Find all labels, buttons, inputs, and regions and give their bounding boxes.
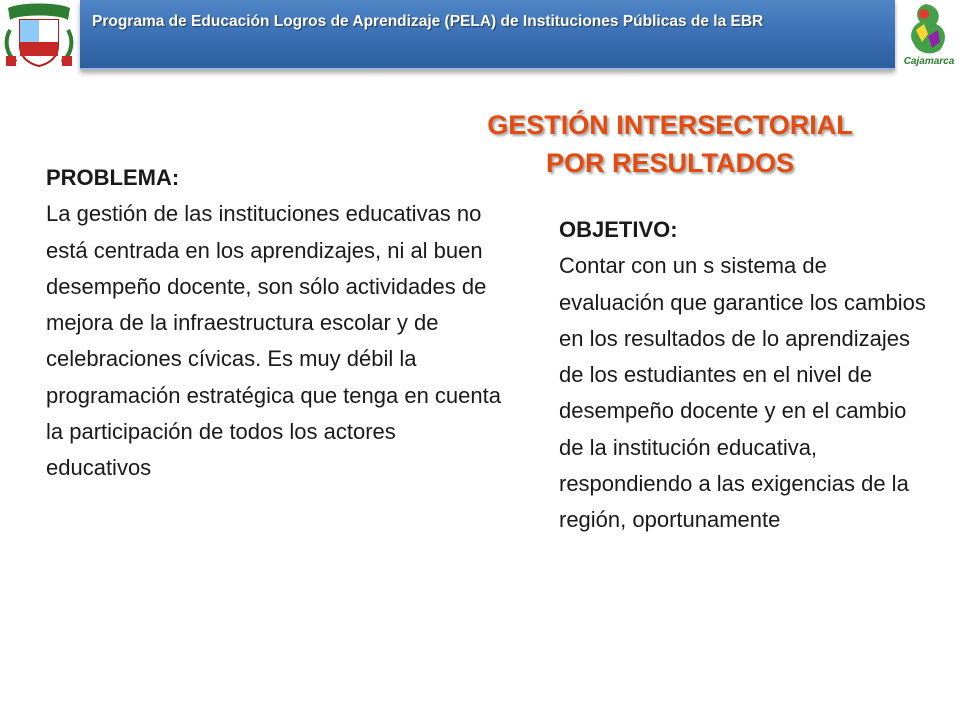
problem-label: PROBLEMA:	[46, 165, 180, 190]
header-banner	[80, 0, 895, 70]
cajamarca-region-logo-icon	[898, 0, 960, 72]
header-title: Programa de Educación Logros de Aprendizaje (PELA) de Instituciones Públicas de la EBR	[92, 13, 764, 30]
problem-text: La gestión de las instituciones educativas no está centrada en los aprendizajes, ni al buen desempeño docente, son sólo actividades de mejora de la infraestructura escolar y de celebraciones cívicas. Es muy débil la programación estratégica que tenga en cuenta la participación de todos los actores educativos	[46, 201, 501, 481]
title-line-2: POR RESULTADOS	[545, 148, 794, 178]
objective-text: Contar con un s sistema de evaluación que garantice los cambios en los resultados de lo aprendizajes de los estudiantes en el nivel de desempeño docente y en el cambio de la institución educativa, respondiendo a las exigencias de la región, oportunamente	[559, 253, 926, 533]
cajamarca-label: Cajamarca	[903, 56, 955, 67]
objective-label: OBJETIVO:	[559, 217, 678, 242]
peru-coat-of-arms-icon	[0, 0, 78, 72]
objective-section	[559, 212, 929, 539]
title-line-1: GESTIÓN INTERSECTORIAL	[487, 110, 853, 140]
problem-section	[46, 160, 506, 487]
